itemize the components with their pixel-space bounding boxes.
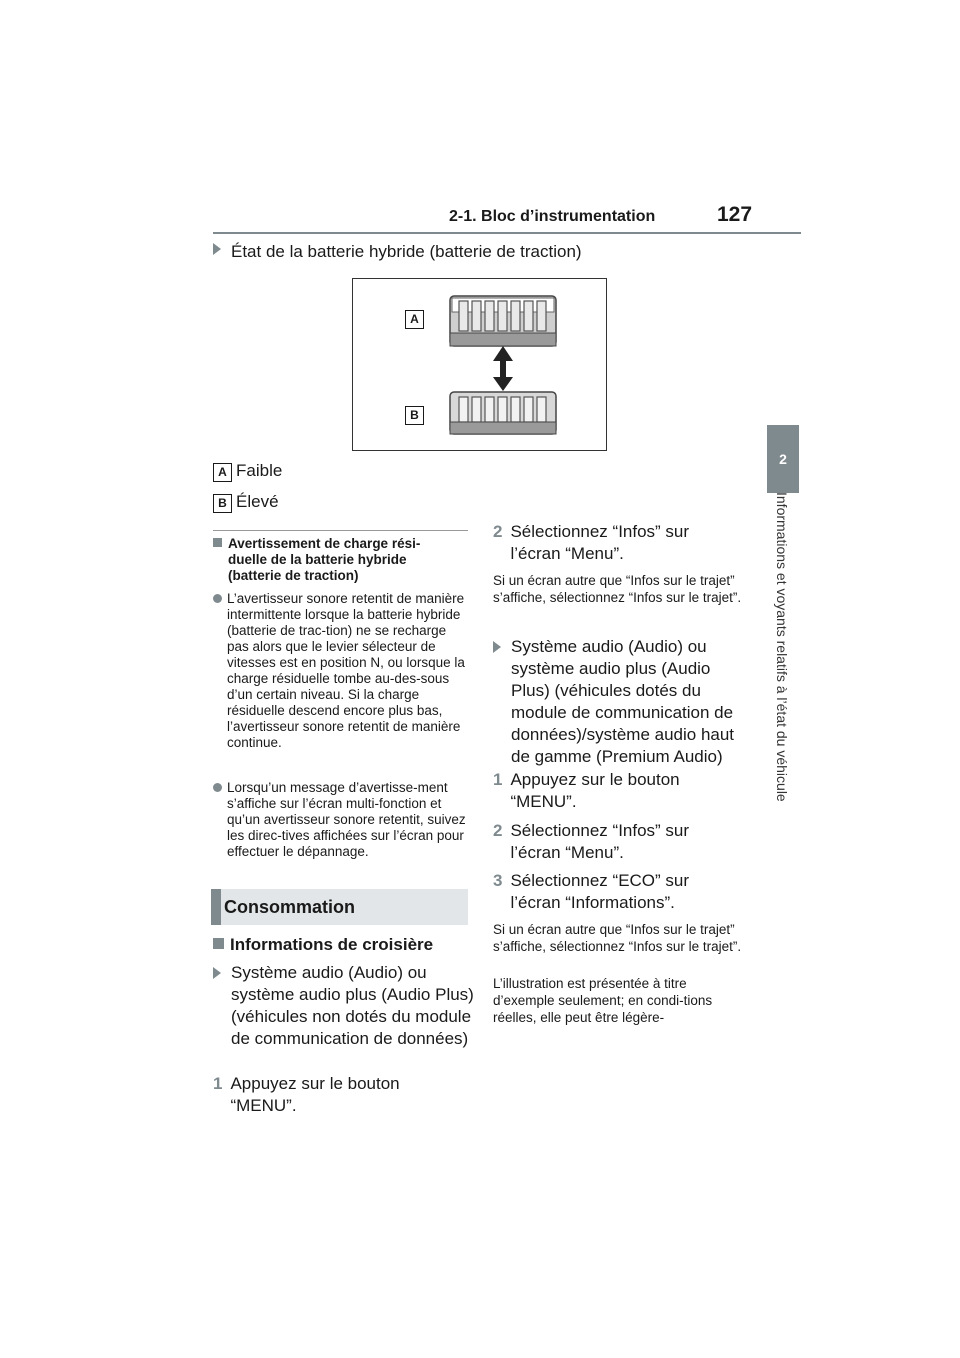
legend-item-b [213,492,279,513]
warning-bullet-2-text: Lorsqu’un message d’avertisse-ment s’affiche sur l’écran multi-fonction et qu’un avertisseur sonore retentit, suivez les direc-tives affichées sur l’écran pour effectuer le dépannage. [227,780,466,859]
cruise-subheading-2 [493,636,751,768]
cruise-heading [213,934,433,956]
legend-text-b: Élevé [236,492,279,511]
step-number: 1 [213,1074,223,1093]
warning-bullet-2 [213,780,468,860]
triangle-bullet-icon [213,243,221,255]
battery-gauge-graphic [353,279,606,450]
right-step-a3 [493,870,733,914]
step-number: 2 [493,522,503,541]
step-text: Sélectionnez “Infos” sur l’écran “Menu”. [510,522,690,563]
note-2: Si un écran autre que “Infos sur le trajet” s’affiche, sélectionnez “Infos sur le trajet”. [493,922,742,954]
legend-key-a: A [213,463,232,482]
figure-label-a: A [405,310,424,329]
warning-bullet-1-text: L’avertisseur sonore retentit de manière intermittente lorsque la batterie hybride (batterie de trac-tion) ne se recharge pas alors que le levier sélecteur de vitesses est en position N, ou lorsque la charge résiduelle tombe au-des-sous d’un certain niveau. Si la charge résiduelle descend encore plus bas, l’avertisseur sonore retentit de manière continue. [227,591,465,750]
step-number: 2 [493,821,503,840]
right-step-2 [493,521,733,565]
battery-state-heading [213,242,582,262]
legend-text-a: Faible [236,461,283,480]
right-step-a1 [493,769,733,813]
cruise-subheading-1-text: Système audio (Audio) ou système audio plus (Audio Plus) (véhicules non dotés du module de communication de données) [231,963,474,1048]
cruise-subheading-2-text: Système audio (Audio) ou système audio plus (Audio Plus) (véhicules dotés du module de communication de données)/système audio haut de gamme (Premium Audio) [511,637,735,766]
step-text: Sélectionnez “Infos” sur l’écran “Menu”. [510,821,690,862]
warning-heading [213,536,473,584]
warning-heading-line3: (batterie de traction) [228,568,359,583]
battery-state-heading-text: État de la batterie hybride (batterie de traction) [231,242,582,261]
warning-heading-line1: Avertissement de charge rési- [228,536,421,551]
circle-bullet-icon [213,783,222,792]
square-bullet-icon [213,938,224,949]
chapter-side-title-text: Informations et voyants relatifs à l’état du véhicule [774,492,790,802]
triangle-bullet-icon [213,967,221,979]
chapter-side-title [768,492,798,872]
step-number: 1 [493,770,503,789]
page-number: 127 [717,203,753,226]
note-3: L’illustration est présentée à titre d’exemple seulement; en condi-tions réelles, elle peut être légère- [493,976,713,1025]
section-title: 2-1. Bloc d’instrumentation [449,208,656,225]
legend-item-a [213,461,282,482]
right-step-a2 [493,820,733,864]
note-1: Si un écran autre que “Infos sur le trajet” s’affiche, sélectionnez “Infos sur le trajet”. [493,573,742,605]
cruise-step-1 [213,1073,453,1117]
step-text: Appuyez sur le bouton “MENU”. [510,770,680,811]
triangle-bullet-icon [493,641,501,653]
step-text: Appuyez sur le bouton “MENU”. [230,1074,400,1115]
circle-bullet-icon [213,594,222,603]
square-bullet-icon [213,538,222,547]
column-divider [213,530,468,531]
cruise-subheading-1 [213,962,475,1050]
step-number: 3 [493,871,503,890]
cruise-heading-text: Informations de croisière [230,935,434,954]
step-text: Sélectionnez “ECO” sur l’écran “Informations”. [510,871,690,912]
figure-label-b: B [405,406,424,425]
header-divider [213,232,801,234]
warning-bullet-1 [213,591,468,751]
consommation-section-heading: Consommation [211,889,468,925]
battery-illustration [352,278,607,451]
legend-key-b: B [213,494,232,513]
warning-heading-line2: duelle de la batterie hybride [228,552,407,567]
chapter-tab: 2 [767,425,799,493]
